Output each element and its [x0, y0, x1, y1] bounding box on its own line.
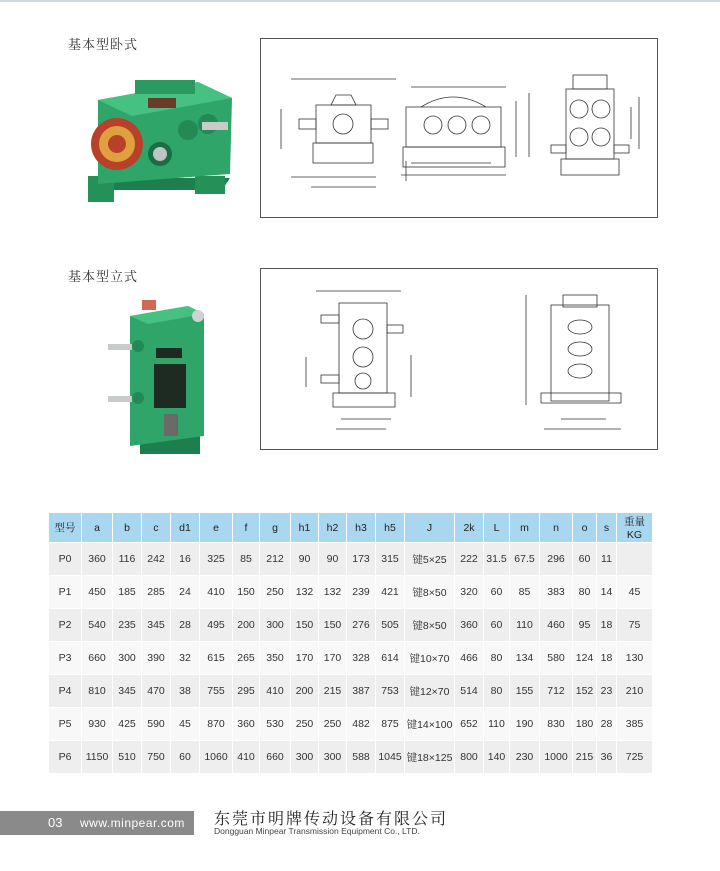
- table-cell: 383: [540, 576, 573, 609]
- table-cell: 200: [291, 675, 319, 708]
- page-number: 03: [48, 815, 63, 830]
- model-cell: P4: [49, 675, 82, 708]
- table-cell: 124: [573, 642, 597, 675]
- header-cell: h2: [319, 513, 347, 543]
- header-cell: o: [573, 513, 597, 543]
- table-cell: 185: [113, 576, 142, 609]
- table-cell: 615: [200, 642, 233, 675]
- table-cell: 键14×100: [405, 708, 455, 741]
- table-cell: 235: [113, 609, 142, 642]
- table-cell: 466: [455, 642, 484, 675]
- table-cell: 410: [233, 741, 260, 774]
- header-cell: s: [597, 513, 617, 543]
- table-cell: 265: [233, 642, 260, 675]
- table-cell: 210: [617, 675, 653, 708]
- table-cell: 390: [142, 642, 171, 675]
- table-cell: 85: [233, 543, 260, 576]
- table-cell: 345: [142, 609, 171, 642]
- table-cell: 14: [597, 576, 617, 609]
- website-link[interactable]: www.minpear.com: [80, 816, 185, 830]
- table-cell: 295: [233, 675, 260, 708]
- table-cell: 140: [484, 741, 510, 774]
- table-cell: 75: [617, 609, 653, 642]
- table-cell: 190: [510, 708, 540, 741]
- table-cell: 614: [376, 642, 405, 675]
- table-cell: 18: [597, 609, 617, 642]
- header-cell: g: [260, 513, 291, 543]
- table-cell: 300: [113, 642, 142, 675]
- table-cell: 660: [82, 642, 113, 675]
- table-cell: 425: [113, 708, 142, 741]
- table-cell: 325: [200, 543, 233, 576]
- table-cell: 360: [82, 543, 113, 576]
- model-cell: P5: [49, 708, 82, 741]
- table-cell: 1000: [540, 741, 573, 774]
- table-cell: 755: [200, 675, 233, 708]
- table-cell: 215: [573, 741, 597, 774]
- table-cell: 750: [142, 741, 171, 774]
- table-cell: 530: [260, 708, 291, 741]
- model-cell: P1: [49, 576, 82, 609]
- header-cell: m: [510, 513, 540, 543]
- table-cell: 键8×50: [405, 576, 455, 609]
- table-cell: 250: [260, 576, 291, 609]
- table-cell: 285: [142, 576, 171, 609]
- table-cell: 110: [484, 708, 510, 741]
- table-cell: 键18×125: [405, 741, 455, 774]
- table-cell: 345: [113, 675, 142, 708]
- table-cell: 810: [82, 675, 113, 708]
- header-cell: 重量KG: [617, 513, 653, 543]
- table-cell: 170: [291, 642, 319, 675]
- table-row: [49, 642, 653, 675]
- table-cell: 31.5: [484, 543, 510, 576]
- header-cell: n: [540, 513, 573, 543]
- table-row: [49, 675, 653, 708]
- table-cell: 80: [484, 642, 510, 675]
- table-cell: 60: [171, 741, 200, 774]
- table-cell: 540: [82, 609, 113, 642]
- table-cell: 67.5: [510, 543, 540, 576]
- table-cell: 230: [510, 741, 540, 774]
- table-cell: 222: [455, 543, 484, 576]
- header-cell: e: [200, 513, 233, 543]
- table-cell: 200: [233, 609, 260, 642]
- table-cell: 173: [347, 543, 376, 576]
- model-cell: P6: [49, 741, 82, 774]
- header-cell: c: [142, 513, 171, 543]
- table-cell: 482: [347, 708, 376, 741]
- header-cell: L: [484, 513, 510, 543]
- table-cell: 80: [573, 576, 597, 609]
- horizontal-reducer-photo: [80, 72, 240, 212]
- table-cell: 296: [540, 543, 573, 576]
- table-cell: 470: [142, 675, 171, 708]
- table-cell: 328: [347, 642, 376, 675]
- table-cell: 800: [455, 741, 484, 774]
- table-cell: 键12×70: [405, 675, 455, 708]
- table-cell: 150: [233, 576, 260, 609]
- table-cell: 28: [597, 708, 617, 741]
- table-cell: 320: [455, 576, 484, 609]
- table-cell: 90: [291, 543, 319, 576]
- table-cell: 315: [376, 543, 405, 576]
- table-cell: 32: [171, 642, 200, 675]
- table-cell: 300: [260, 609, 291, 642]
- table-cell: 134: [510, 642, 540, 675]
- table-row: [49, 609, 653, 642]
- table-cell: 660: [260, 741, 291, 774]
- header-cell: b: [113, 513, 142, 543]
- table-cell: 830: [540, 708, 573, 741]
- table-cell: 1060: [200, 741, 233, 774]
- table-cell: 652: [455, 708, 484, 741]
- table-cell: 60: [573, 543, 597, 576]
- model-cell: P2: [49, 609, 82, 642]
- table-cell: 152: [573, 675, 597, 708]
- table-cell: 180: [573, 708, 597, 741]
- table-cell: 410: [200, 576, 233, 609]
- table-cell: 360: [455, 609, 484, 642]
- table-cell: 键5×25: [405, 543, 455, 576]
- table-cell: 18: [597, 642, 617, 675]
- table-cell: 870: [200, 708, 233, 741]
- table-cell: 130: [617, 642, 653, 675]
- table-cell: 85: [510, 576, 540, 609]
- table-cell: 60: [484, 609, 510, 642]
- table-cell: 80: [484, 675, 510, 708]
- table-header-row: [49, 513, 653, 543]
- table-cell: 505: [376, 609, 405, 642]
- table-cell: 360: [233, 708, 260, 741]
- table-cell: 421: [376, 576, 405, 609]
- table-cell: 712: [540, 675, 573, 708]
- header-cell: 型号: [49, 513, 82, 543]
- table-cell: 23: [597, 675, 617, 708]
- model-cell: P3: [49, 642, 82, 675]
- table-cell: 150: [319, 609, 347, 642]
- table-cell: 212: [260, 543, 291, 576]
- table-cell: 725: [617, 741, 653, 774]
- company-name-en: Dongguan Minpear Transmission Equipment Co., LTD.: [214, 826, 420, 836]
- section-title-horizontal: 基本型卧式: [68, 38, 139, 53]
- table-cell: 38: [171, 675, 200, 708]
- table-cell: 580: [540, 642, 573, 675]
- table-cell: 495: [200, 609, 233, 642]
- table-cell: 45: [171, 708, 200, 741]
- table-cell: 16: [171, 543, 200, 576]
- table-cell: 875: [376, 708, 405, 741]
- table-cell: 514: [455, 675, 484, 708]
- table-cell: 11: [597, 543, 617, 576]
- table-cell: 250: [319, 708, 347, 741]
- section-title-vertical: 基本型立式: [68, 270, 139, 285]
- table-cell: 键10×70: [405, 642, 455, 675]
- table-cell: 450: [82, 576, 113, 609]
- table-cell: 930: [82, 708, 113, 741]
- table-row: [49, 708, 653, 741]
- table-cell: 215: [319, 675, 347, 708]
- table-cell: 1045: [376, 741, 405, 774]
- vertical-dimension-drawing: [260, 268, 658, 450]
- table-cell: 110: [510, 609, 540, 642]
- table-cell: 300: [291, 741, 319, 774]
- model-cell: P0: [49, 543, 82, 576]
- table-cell: 276: [347, 609, 376, 642]
- table-cell: 753: [376, 675, 405, 708]
- header-cell: h3: [347, 513, 376, 543]
- table-cell: 键8×50: [405, 609, 455, 642]
- table-cell: 60: [484, 576, 510, 609]
- table-cell: 132: [291, 576, 319, 609]
- header-cell: f: [233, 513, 260, 543]
- table-cell: 36: [597, 741, 617, 774]
- table-row: [49, 543, 653, 576]
- horizontal-dimension-drawing: [260, 38, 658, 218]
- spec-table: [48, 512, 653, 774]
- header-cell: J: [405, 513, 455, 543]
- table-cell: 590: [142, 708, 171, 741]
- table-cell: 387: [347, 675, 376, 708]
- table-cell: 150: [291, 609, 319, 642]
- table-cell: 588: [347, 741, 376, 774]
- table-cell: 24: [171, 576, 200, 609]
- table-cell: 132: [319, 576, 347, 609]
- header-cell: 2k: [455, 513, 484, 543]
- table-cell: 28: [171, 609, 200, 642]
- header-cell: h1: [291, 513, 319, 543]
- table-cell: 170: [319, 642, 347, 675]
- top-rule: [0, 0, 720, 2]
- header-cell: d1: [171, 513, 200, 543]
- table-cell: 460: [540, 609, 573, 642]
- vertical-reducer-photo: [100, 296, 210, 458]
- table-cell: 350: [260, 642, 291, 675]
- table-row: [49, 741, 653, 774]
- table-cell: 410: [260, 675, 291, 708]
- table-cell: 510: [113, 741, 142, 774]
- header-cell: a: [82, 513, 113, 543]
- table-cell: 95: [573, 609, 597, 642]
- company-name-cn: 东莞市明牌传动设备有限公司: [214, 809, 449, 828]
- table-cell: 239: [347, 576, 376, 609]
- table-cell: 1150: [82, 741, 113, 774]
- table-cell: 300: [319, 741, 347, 774]
- table-cell: 45: [617, 576, 653, 609]
- table-cell: 385: [617, 708, 653, 741]
- header-cell: h5: [376, 513, 405, 543]
- table-cell: 250: [291, 708, 319, 741]
- table-cell: 242: [142, 543, 171, 576]
- table-cell: 155: [510, 675, 540, 708]
- table-row: [49, 576, 653, 609]
- table-cell: 90: [319, 543, 347, 576]
- table-cell: 116: [113, 543, 142, 576]
- table-cell: [617, 543, 653, 576]
